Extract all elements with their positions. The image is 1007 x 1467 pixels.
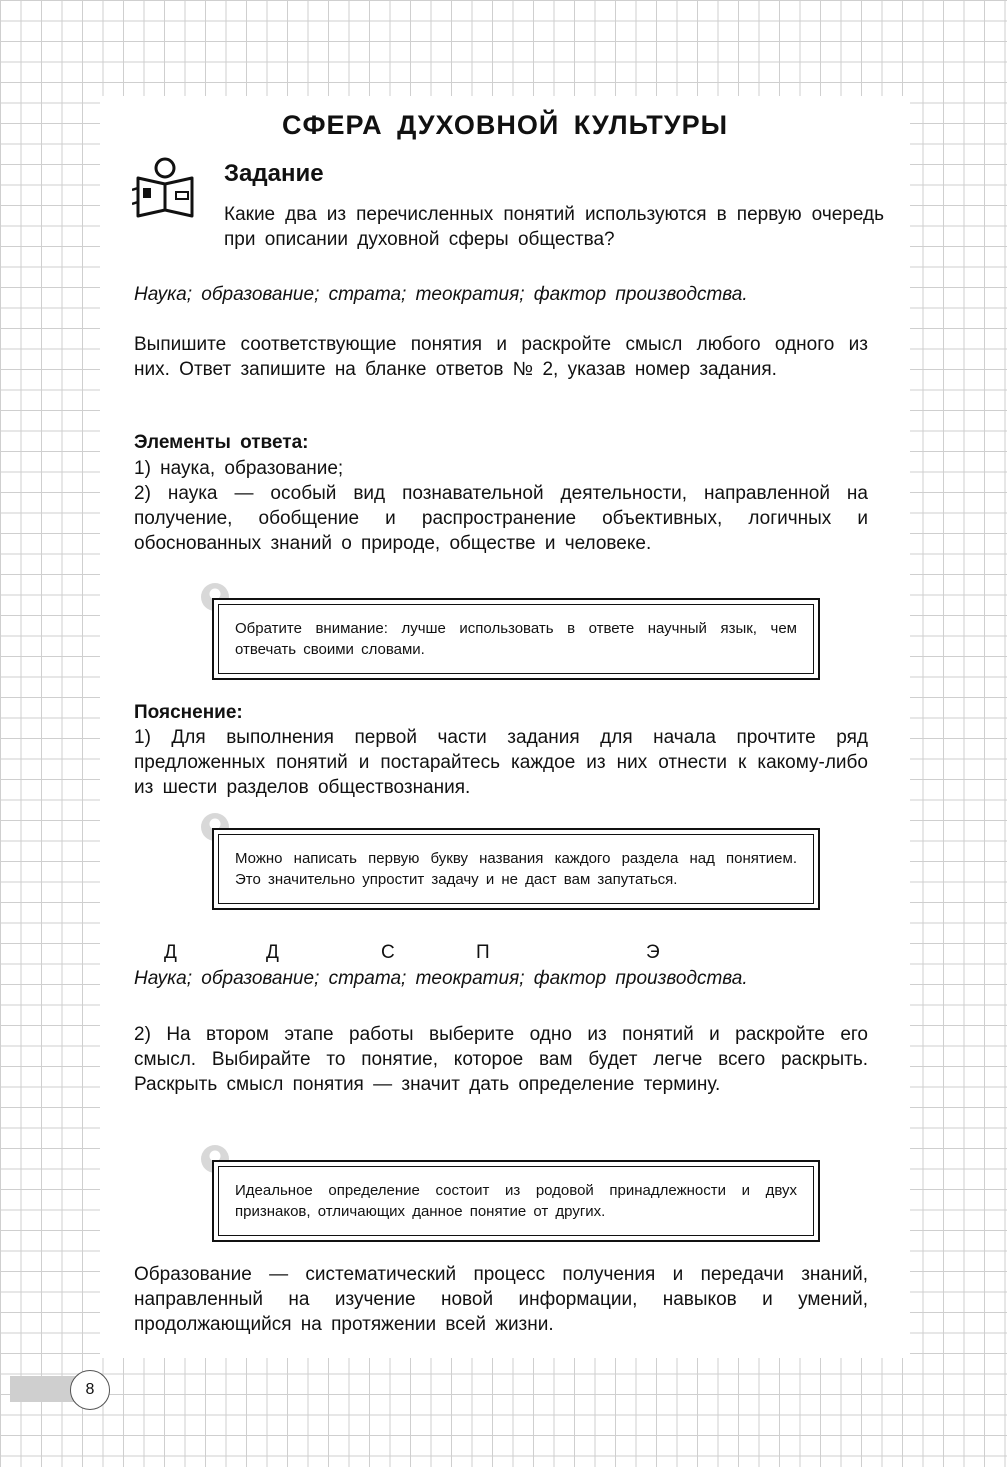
page-number: 8 — [70, 1370, 110, 1410]
instruction-text: Выпишите соответствующие понятия и раскройте смысл любого одного из них. Ответ запишите на бланке ответов № 2, указав номер задания. — [134, 334, 868, 380]
note-box — [212, 598, 820, 680]
note-box — [212, 828, 820, 910]
answer-heading: Элементы ответа: — [134, 432, 309, 453]
concepts-list: Наука; образование; страта; теократия; фактор производства. — [134, 284, 748, 305]
reading-person-icon — [132, 156, 202, 222]
page-title: СФЕРА ДУХОВНОЙ КУЛЬТУРЫ — [281, 110, 729, 140]
note-text: Можно написать первую букву названия каждого раздела над понятием. Это значительно упростит задачу и не даст вам запутаться. — [218, 834, 814, 904]
answer-item-2: 2) наука — особый вид познавательной деятельности, направленной на получение, обобщение и распространение объективных, логичных и обоснованных знаний о природе, обществе и человеке. — [134, 483, 868, 554]
section-letter: П — [476, 942, 490, 963]
concepts-list: Наука; образование; страта; теократия; фактор производства. — [134, 968, 748, 989]
note-text: Обратите внимание: лучше использовать в ответе научный язык, чем отвечать своими словами. — [218, 604, 814, 674]
section-letter: Э — [646, 942, 660, 963]
definition-text: Образование — систематический процесс получения и передачи знаний, направленный на изучение новой информации, навыков и умений, продолжающийся на протяжении всей жизни. — [134, 1264, 868, 1335]
task-heading: Задание — [224, 160, 324, 187]
section-letter: С — [381, 942, 395, 963]
explanation-step-2: 2) На втором этапе работы выберите одно из понятий и раскройте его смысл. Выбирайте то понятие, которое вам будет легче всего раскрыть. Раскрыть смысл понятия — значит дать определение термину. — [134, 1024, 868, 1095]
explanation-step-1: 1) Для выполнения первой части задания для начала прочтите ряд предложенных понятий и постарайтесь каждое из них отнести к какому-либо из шести разделов обществознания. — [134, 727, 868, 798]
explanation-heading: Пояснение: — [134, 702, 243, 723]
answer-item-1: 1) наука, образование; — [134, 458, 344, 479]
section-letter: Д — [266, 942, 279, 963]
section-letters — [134, 942, 868, 968]
note-text: Идеальное определение состоит из родовой принадлежности и двух признаков, отличающих данное понятие от других. — [218, 1166, 814, 1236]
note-box — [212, 1160, 820, 1242]
section-letter: Д — [164, 942, 177, 963]
task-question: Какие два из перечисленных понятий используются в первую очередь при описании духовной сферы общества? — [224, 204, 884, 250]
page-content — [100, 96, 910, 1358]
